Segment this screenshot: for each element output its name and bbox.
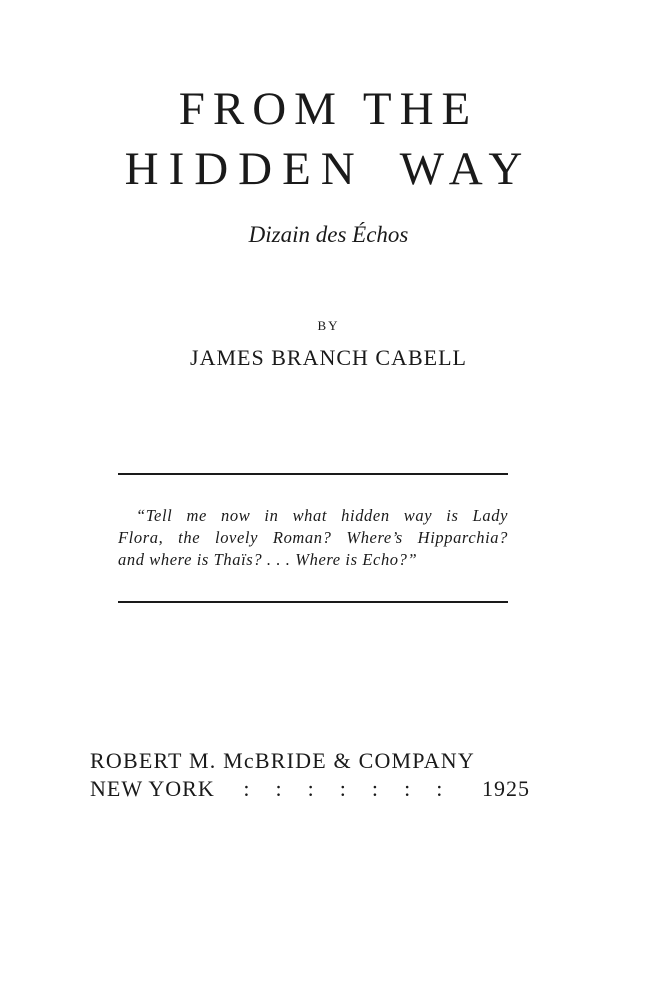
colon-separators [243,776,443,802]
epigraph [118,505,508,571]
author-name: JAMES BRANCH CABELL [190,345,467,370]
colon-separator: : [275,776,283,801]
book-title-line-1: FROM THE [178,83,479,135]
book-title-line-2: HIDDEN WAY [124,143,533,195]
colon-separator: : [436,776,444,801]
byline-by: BY [317,318,340,333]
colon-separator: : [307,776,315,801]
bottom-rule-divider [118,601,508,603]
imprint-place-year [90,776,530,802]
publication-year: 1925 [482,776,530,801]
top-rule-divider [118,473,508,475]
colon-separator: : [243,776,251,801]
book-subtitle: Dizain des Échos [248,222,409,247]
epigraph-line: Flora, the lovely Roman? Where’s Hipparchia? [118,528,508,547]
publisher-city: NEW YORK [90,776,215,801]
colon-separator: : [339,776,347,801]
colon-separator: : [404,776,412,801]
epigraph-line: “Tell me now in what hidden way is Lady [136,506,508,525]
publisher-name: ROBERT M. McBRIDE & COMPANY [90,748,475,773]
epigraph-line: and where is Thaïs? . . . Where is Echo?” [118,550,418,569]
colon-separator: : [371,776,380,801]
